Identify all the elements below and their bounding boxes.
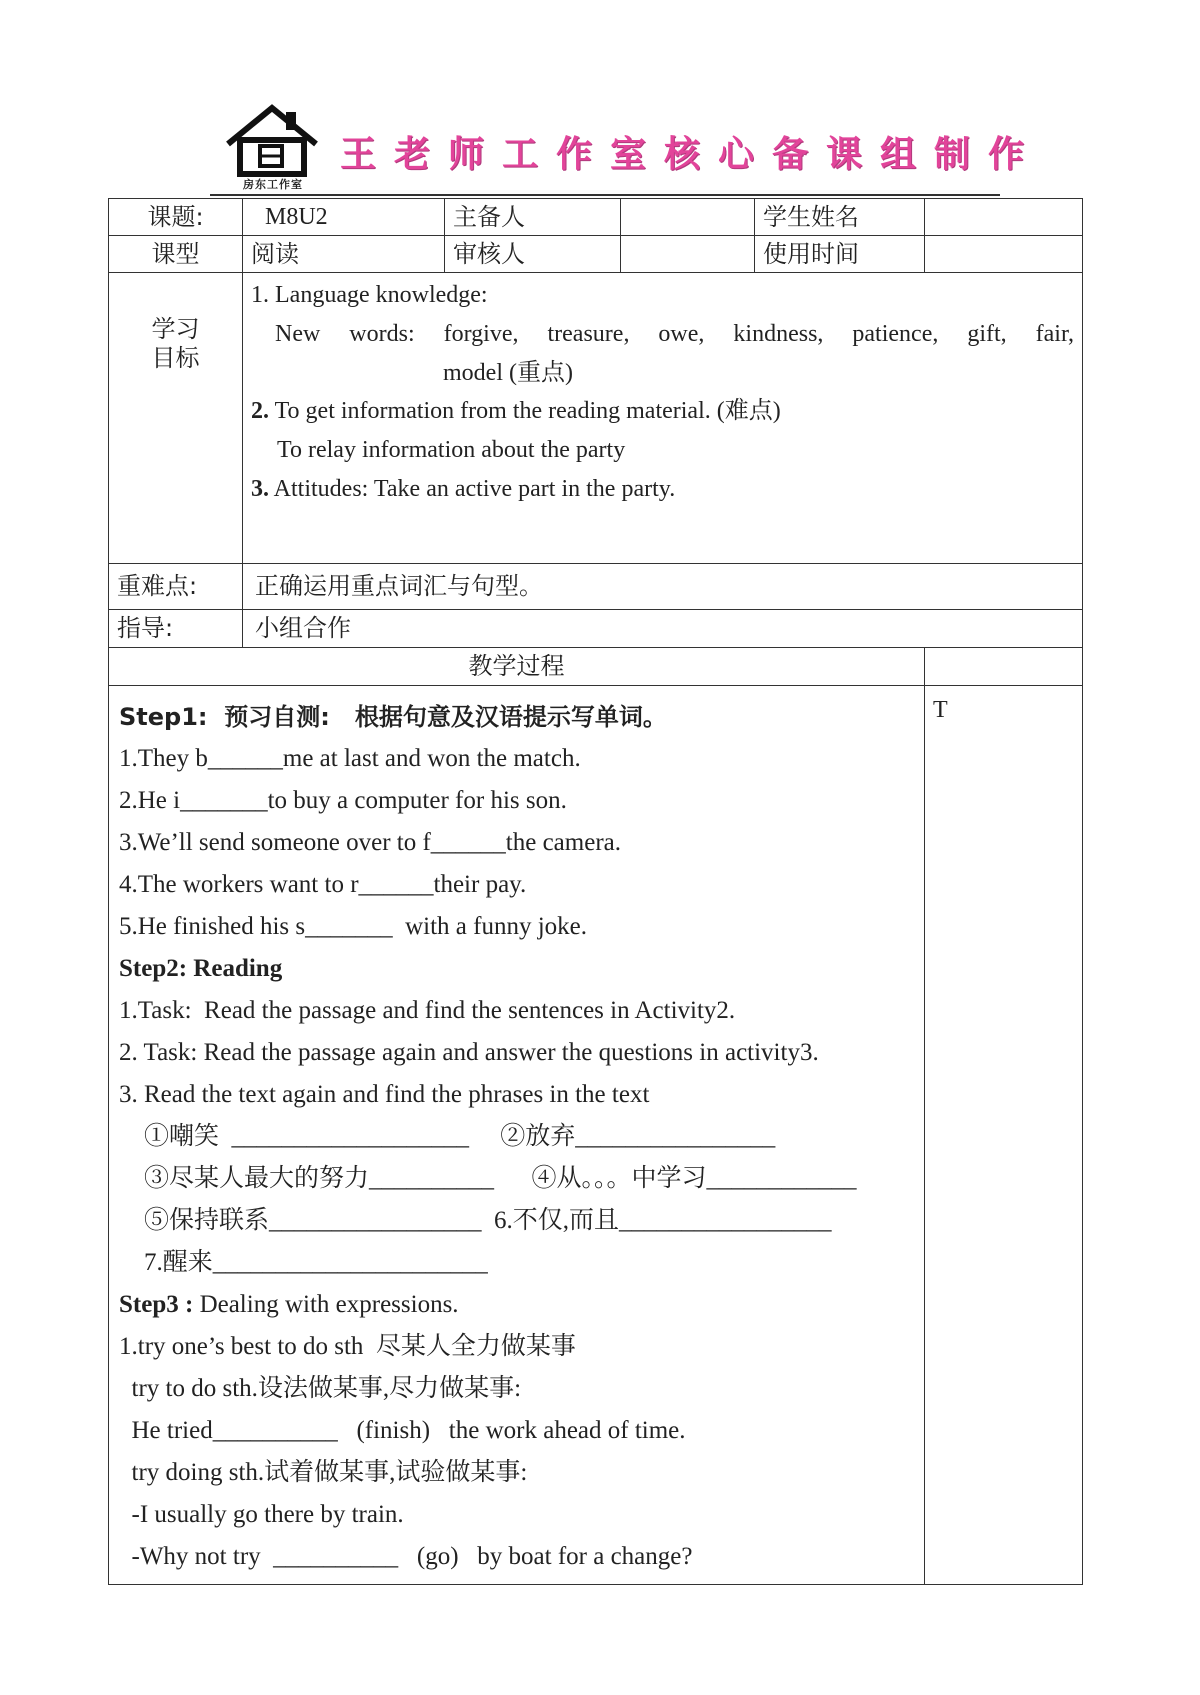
goal-3-text: Attitudes: Take an active part in the party.: [269, 475, 676, 502]
key-points-row: [109, 564, 1083, 610]
process-header: 教学过程: [109, 648, 925, 686]
lesson-sheet: [108, 198, 1083, 1585]
goal-attitudes: [251, 475, 1074, 504]
exercise-line: 2.He i_______to buy a computer for his son.: [119, 787, 567, 814]
reviewer-label: 审核人: [445, 236, 621, 273]
exercise-line: 5.He finished his s_______ with a funny joke.: [119, 913, 588, 940]
banner-title: 王老师工作室核心备课组制作: [340, 134, 1043, 175]
process-body-row: [109, 686, 1083, 1585]
phrase-line: ③尽某人最大的努力__________ ④从。。。中学习____________: [119, 1165, 857, 1192]
goal-language-knowledge: 1. Language knowledge:: [251, 282, 488, 308]
t-column: T: [925, 686, 1083, 1585]
goal-information: [251, 397, 1074, 426]
goals-label-line-1: 学习: [151, 315, 200, 343]
topic-label: 课题:: [109, 199, 243, 236]
expression-line: -Why not try __________ (go) by boat for a change?: [119, 1543, 693, 1570]
key-points-value: 正确运用重点词汇与句型。: [243, 564, 1083, 610]
expression-line: -I usually go there by train.: [119, 1501, 404, 1528]
goal-new-words-cont: model (重点): [443, 359, 573, 386]
goal-2-number: 2.: [251, 398, 269, 425]
expression-line: try to do sth.设法做某事,尽力做某事:: [119, 1375, 522, 1402]
process-header-row: [109, 648, 1083, 686]
goals-row: [109, 273, 1083, 564]
key-points-label: 重难点:: [109, 564, 243, 610]
lesson-type-value: 阅读: [243, 236, 445, 273]
exercise-line: 1.They b______me at last and won the match.: [119, 745, 581, 772]
step3-label: Step3 :: [119, 1291, 194, 1318]
phrase-line: ①嘲笑 ___________________ ②放弃________________: [119, 1123, 776, 1150]
student-name-label: 学生姓名: [755, 199, 925, 236]
usage-time-value[interactable]: [925, 236, 1083, 273]
goal-2-text: To get information from the reading material. (难点): [269, 398, 781, 425]
step1-heading: Step1: 预习自测: 根据句意及汉语提示写单词。: [119, 703, 667, 731]
process-header-t-cell: [925, 648, 1083, 686]
lesson-type-label: 课型: [109, 236, 243, 273]
goals-content: [243, 273, 1083, 564]
info-row-1: [109, 199, 1083, 236]
phrase-line: ⑤保持联系_________________ 6.不仅,而且_________________: [119, 1207, 832, 1234]
usage-time-label: 使用时间: [755, 236, 925, 273]
topic-value: M8U2: [243, 199, 445, 236]
expression-line: 1.try one’s best to do sth 尽某人全力做某事: [119, 1333, 576, 1360]
phrase-line: 7.醒来______________________: [119, 1249, 488, 1276]
reviewer-value[interactable]: [621, 236, 755, 273]
student-name-value[interactable]: [925, 199, 1083, 236]
expression-line: try doing sth.试着做某事,试验做某事:: [119, 1459, 528, 1486]
expression-line: He tried__________ (finish) the work ahead of time.: [119, 1417, 686, 1444]
goal-3-number: 3.: [251, 475, 269, 502]
task-line: 1.Task: Read the passage and find the sentences in Activity2.: [119, 997, 736, 1024]
preparer-value[interactable]: [621, 199, 755, 236]
header-banner: [210, 98, 1043, 198]
preparer-label: 主备人: [445, 199, 621, 236]
goals-label-line-2: 目标: [151, 343, 200, 372]
step3-heading-text: Dealing with expressions.: [193, 1291, 459, 1318]
info-row-2: [109, 236, 1083, 273]
goal-new-words: New words: forgive, treasure, owe, kindness, patience, gift, fair,: [275, 320, 1074, 347]
exercise-line: 4.The workers want to r______their pay.: [119, 871, 527, 898]
exercise-line: 3.We’ll send someone over to f______the camera.: [119, 829, 621, 856]
task-line: 3. Read the text again and find the phrases in the text: [119, 1081, 650, 1108]
task-line: 2. Task: Read the passage again and answer the questions in activity3.: [119, 1039, 819, 1066]
goal-relay: To relay information about the party: [277, 437, 626, 464]
guidance-row: [109, 610, 1083, 648]
guidance-value: 小组合作: [243, 610, 1083, 648]
banner-rule: [210, 194, 1000, 196]
step2-heading: Step2: Reading: [119, 955, 283, 982]
guidance-label: 指导:: [109, 610, 243, 648]
process-content: [109, 686, 925, 1585]
step3-heading: [119, 1284, 914, 1326]
goals-label: [109, 273, 243, 564]
logo-caption: 房东工作室: [243, 178, 303, 191]
